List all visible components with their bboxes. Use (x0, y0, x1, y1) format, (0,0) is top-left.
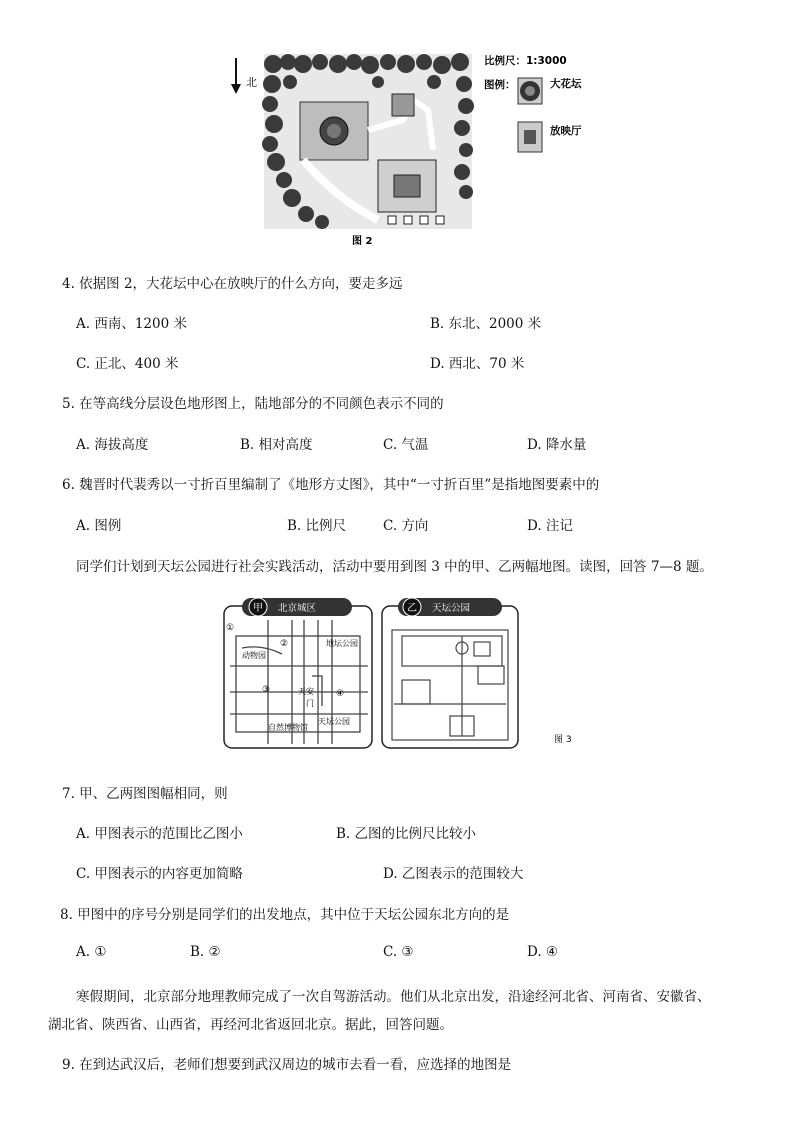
map-a-num-1: ① (226, 623, 235, 633)
figure-3 (222, 596, 582, 756)
map-a-men-label: 门 (306, 699, 314, 708)
figure-2-caption: 图 2 (352, 236, 373, 247)
north-arrow-head (231, 84, 241, 94)
map-a-title: 北京城区 (278, 603, 317, 614)
q7-option-d[interactable]: D. 乙图表示的范围较大 (383, 866, 524, 882)
map-a-tiantan-label: 天坛公园 (318, 717, 350, 726)
q7-option-b[interactable]: B. 乙图的比例尺比较小 (336, 826, 477, 842)
scale-label: 比例尺：1:3000 (484, 55, 567, 67)
map-a-tag: 甲 (253, 603, 263, 614)
q8-option-c[interactable]: C. ③ (383, 944, 414, 960)
figure-2 (228, 50, 598, 250)
q6-option-a[interactable]: A. 图例 (76, 518, 122, 534)
q6-option-c[interactable]: C. 方向 (383, 518, 429, 534)
map-a-ditan-label: 地坛公园 (326, 639, 358, 648)
flowerbed-icon (518, 78, 542, 104)
legend-title: 图例： (484, 79, 516, 91)
park-plan-map (228, 50, 598, 250)
map-b (382, 598, 518, 748)
map-a-zoo-label: 动物园 (242, 651, 266, 660)
pavilion (392, 94, 414, 116)
q6-option-b[interactable]: B. 比例尺 (287, 518, 347, 534)
q4-option-a[interactable]: A. 西南、1200 米 (76, 316, 187, 332)
figure-3-maps (222, 596, 582, 756)
q8-option-b[interactable]: B. ② (190, 944, 221, 960)
intro-7-8: 同学们计划到天坛公园进行社会实践活动，活动中要用到图 3 中的甲、乙两幅地图。读图，回答 7—8 题。 (76, 559, 713, 575)
q4-option-c[interactable]: C. 正北、400 米 (76, 356, 179, 372)
map-a-num-4: ④ (336, 689, 345, 699)
q4-option-b[interactable]: B. 东北、2000 米 (430, 316, 542, 332)
q8-option-a[interactable]: A. ① (76, 944, 107, 960)
map-a-museum-label: 自然博物馆 (268, 723, 308, 732)
map-a-tiananmen-label: 天安 (298, 687, 314, 696)
intro-9-line1: 寒假期间，北京部分地理教师完成了一次自驾游活动。他们从北京出发，沿途经河北省、河南省、安徽省、 (76, 989, 711, 1005)
theater-icon (518, 122, 542, 152)
legend-item-flowerbed: 大花坛 (550, 78, 582, 90)
map-a-num-2: ② (280, 639, 289, 649)
question-6: 6. 魏晋时代裴秀以一寸折百里编制了《地形方丈图》，其中“一寸折百里”是指地图要素中的 (62, 477, 600, 493)
q6-option-d[interactable]: D. 注记 (527, 518, 573, 534)
question-5: 5. 在等高线分层设色地形图上，陆地部分的不同颜色表示不同的 (62, 396, 444, 412)
question-4: 4. 依据图 2，大花坛中心在放映厅的什么方向，要走多远 (62, 276, 403, 292)
map-b-tag: 乙 (407, 603, 417, 614)
question-8: 8. 甲图中的序号分别是同学们的出发地点，其中位于天坛公园东北方向的是 (60, 907, 510, 923)
map-a (224, 598, 372, 748)
q5-option-b[interactable]: B. 相对高度 (240, 437, 313, 453)
q8-option-d[interactable]: D. ④ (527, 944, 559, 960)
q5-option-a[interactable]: A. 海拔高度 (76, 437, 149, 453)
legend-item-theater: 放映厅 (550, 125, 582, 137)
map-a-num-3: ③ (262, 685, 271, 695)
question-9: 9. 在到达武汉后，老师们想要到武汉周边的城市去看一看，应选择的地图是 (62, 1057, 512, 1073)
q7-option-a[interactable]: A. 甲图表示的范围比乙图小 (76, 826, 243, 842)
q5-option-d[interactable]: D. 降水量 (527, 437, 587, 453)
intro-9-line2: 湖北省、陕西省、山西省，再经河北省返回北京。据此，回答问题。 (48, 1017, 453, 1033)
figure-3-caption: 图 3 (554, 735, 572, 745)
question-7: 7. 甲、乙两图图幅相同，则 (62, 786, 228, 802)
map-b-title: 天坛公园 (432, 603, 471, 614)
q4-option-d[interactable]: D. 西北、70 米 (430, 356, 525, 372)
north-label: 北 (246, 76, 257, 89)
q7-option-c[interactable]: C. 甲图表示的内容更加简略 (76, 866, 243, 882)
q5-option-c[interactable]: C. 气温 (383, 437, 429, 453)
